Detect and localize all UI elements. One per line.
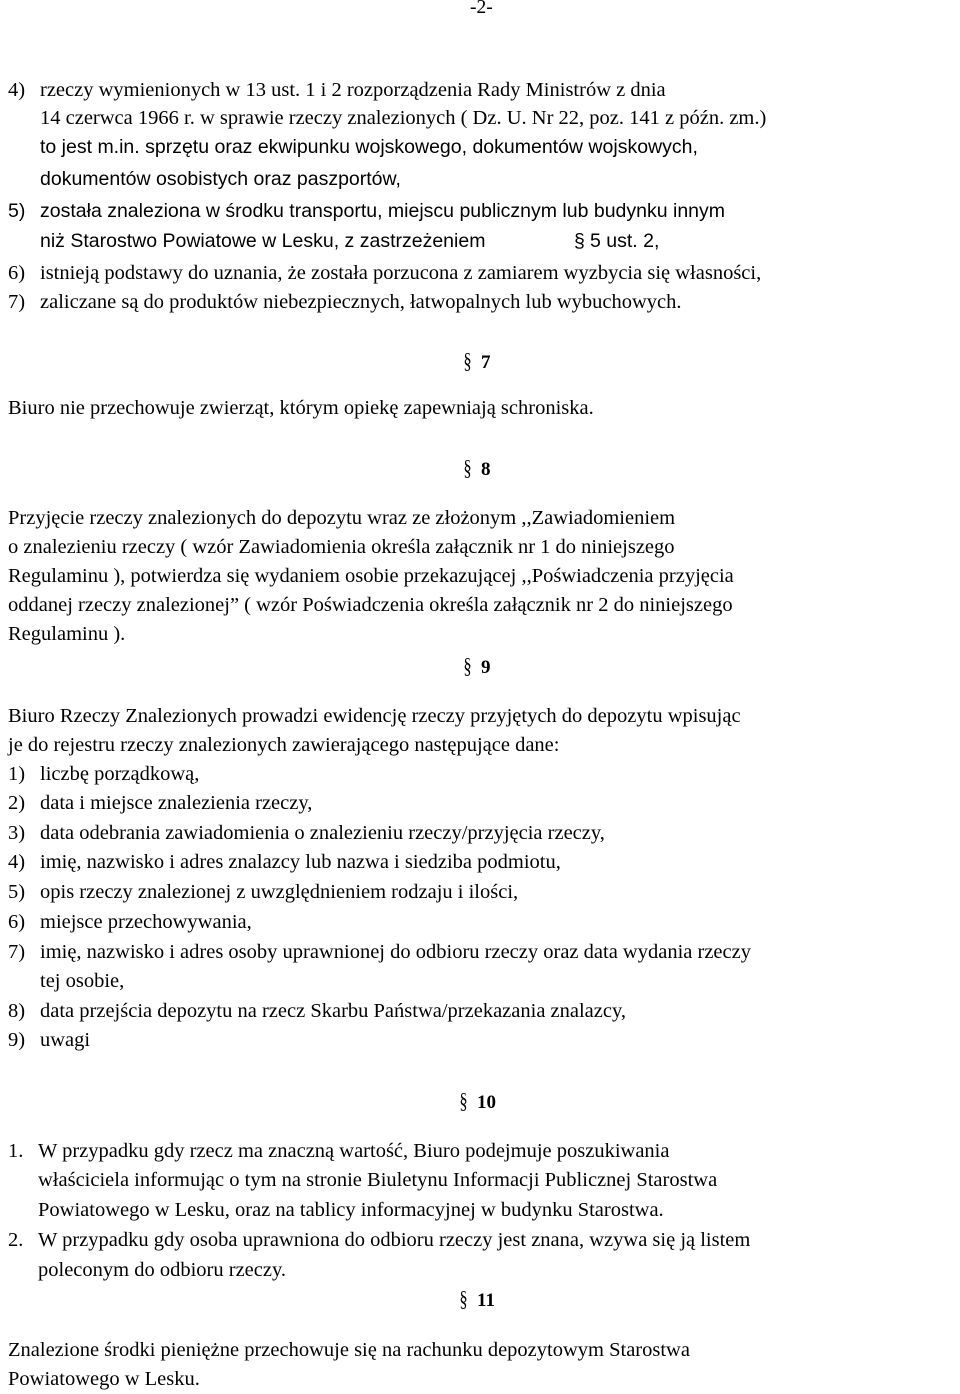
section-symbol: § xyxy=(463,455,472,480)
register-item-1-text: liczbę porządkową, xyxy=(40,763,200,785)
section-8-line-1: Przyjęcie rzeczy znalezionych do depozytu wraz ze złożonym ,,Zawiadomieniem xyxy=(8,507,676,529)
register-item-7-text-1: imię, nazwisko i adres osoby uprawnionej do odbioru rzeczy oraz data wydania rzeczy xyxy=(40,941,751,963)
register-item-4-text: imię, nazwisko i adres znalazcy lub nazwa i siedziba podmiotu, xyxy=(40,851,561,873)
list-item-6-line-1: istnieją podstawy do uznania, że została porzucona z zamiarem wyzbycia się własności, xyxy=(40,262,762,284)
register-item-5-number: 5) xyxy=(8,881,26,903)
register-item-6-text: miejsce przechowywania, xyxy=(40,911,252,933)
section-10-item-1-line-2: właściciela informując o tym na stronie Biuletynu Informacji Publicznej Starostwa xyxy=(38,1169,718,1191)
section-10-item-2-line-2: poleconym do odbioru rzeczy. xyxy=(38,1259,287,1281)
list-item-5-line-1: została znaleziona w środku transportu, miejscu publicznym lub budynku innym xyxy=(40,200,726,222)
register-item-1-number: 1) xyxy=(8,763,26,785)
list-item-4-line-4: dokumentów osobistych oraz paszportów, xyxy=(40,168,401,190)
section-11-number: 11 xyxy=(477,1290,495,1311)
section-9-intro-1: Biuro Rzeczy Znalezionych prowadzi ewidencję rzeczy przyjętych do depozytu wpisując xyxy=(8,705,741,727)
page-number: -2- xyxy=(470,0,493,18)
register-item-8-text: data przejścia depozytu na rzecz Skarbu Państwa/przekazania znalazcy, xyxy=(40,1000,627,1022)
register-item-9-text: uwagi xyxy=(40,1029,91,1051)
section-7-text: Biuro nie przechowuje zwierząt, którym opiekę zapewniają schroniska. xyxy=(8,397,594,419)
section-10-item-2-line-1: W przypadku gdy osoba uprawniona do odbioru rzeczy jest znana, wzywa się ją listem xyxy=(38,1229,751,1251)
section-8-line-4: oddanej rzeczy znalezionej” ( wzór Poświadczenia określa załącznik nr 2 do niniejszego xyxy=(8,594,733,616)
register-item-7-number: 7) xyxy=(8,941,26,963)
section-symbol: § xyxy=(463,653,472,678)
register-item-6-number: 6) xyxy=(8,911,26,933)
register-item-3-number: 3) xyxy=(8,822,26,844)
list-item-7-number: 7) xyxy=(8,291,26,313)
section-8-line-2: o znalezieniu rzeczy ( wzór Zawiadomienia określa załącznik nr 1 do niniejszego xyxy=(8,536,675,558)
list-item-6-number: 6) xyxy=(8,262,26,284)
section-9-intro-2: je do rejestru rzeczy znalezionych zawierającego następujące dane: xyxy=(8,734,560,756)
section-symbol: § xyxy=(459,1286,468,1311)
section-10-item-1-number: 1. xyxy=(8,1140,24,1162)
register-item-7-text-2: tej osobie, xyxy=(40,970,125,992)
register-item-9-number: 9) xyxy=(8,1029,26,1051)
section-9-number: 9 xyxy=(481,657,491,678)
section-10-item-2-number: 2. xyxy=(8,1229,24,1251)
list-item-5-line-2b: 5 ust. 2, xyxy=(590,230,660,252)
register-item-3-text: data odebrania zawiadomienia o znalezieniu rzeczy/przyjęcia rzeczy, xyxy=(40,822,605,844)
list-item-4-line-1: rzeczy wymienionych w 13 ust. 1 i 2 rozporządzenia Rady Ministrów z dnia xyxy=(40,79,666,101)
section-10-heading xyxy=(458,1088,496,1114)
section-7-number: 7 xyxy=(481,352,491,373)
section-symbol: § xyxy=(463,348,472,373)
list-item-5-number: 5) xyxy=(8,200,26,222)
list-item-4-line-2: 14 czerwca 1966 r. w sprawie rzeczy znalezionych ( Dz. U. Nr 22, poz. 141 z późn. zm.) xyxy=(40,107,767,129)
list-item-5-line-2: niż Starostwo Powiatowe w Lesku, z zastrzeżeniem xyxy=(40,230,486,252)
register-item-4-number: 4) xyxy=(8,851,26,873)
register-item-5-text: opis rzeczy znalezionej z uwzględnieniem rodzaju i ilości, xyxy=(40,881,519,903)
register-item-2-number: 2) xyxy=(8,792,26,814)
section-7-heading xyxy=(462,348,491,374)
register-item-8-number: 8) xyxy=(8,1000,26,1022)
section-8-number: 8 xyxy=(481,459,491,480)
section-11-heading xyxy=(458,1286,495,1312)
list-item-4-number: 4) xyxy=(8,79,26,101)
section-8-heading xyxy=(462,455,491,481)
section-10-item-1-line-3: Powiatowego w Lesku, oraz na tablicy informacyjnej w budynku Starostwa. xyxy=(38,1199,664,1221)
register-item-2-text: data i miejsce znalezienia rzeczy, xyxy=(40,792,313,814)
section-9-heading xyxy=(462,653,491,679)
section-ref-symbol: § xyxy=(574,230,585,252)
section-symbol: § xyxy=(459,1088,468,1113)
section-11-line-2: Powiatowego w Lesku. xyxy=(8,1368,200,1390)
section-10-item-1-line-1: W przypadku gdy rzecz ma znaczną wartość, Biuro podejmuje poszukiwania xyxy=(38,1140,670,1162)
section-11-line-1: Znalezione środki pieniężne przechowuje się na rachunku depozytowym Starostwa xyxy=(8,1339,690,1361)
list-item-7-line-1: zaliczane są do produktów niebezpiecznych, łatwopalnych lub wybuchowych. xyxy=(40,291,682,313)
section-10-number: 10 xyxy=(477,1092,496,1113)
section-8-line-5: Regulaminu ). xyxy=(8,623,126,645)
list-item-4-line-3: to jest m.in. sprzętu oraz ekwipunku wojskowego, dokumentów wojskowych, xyxy=(40,136,698,158)
section-8-line-3: Regulaminu ), potwierdza się wydaniem osobie przekazującej ,,Poświadczenia przyjęcia xyxy=(8,565,734,587)
